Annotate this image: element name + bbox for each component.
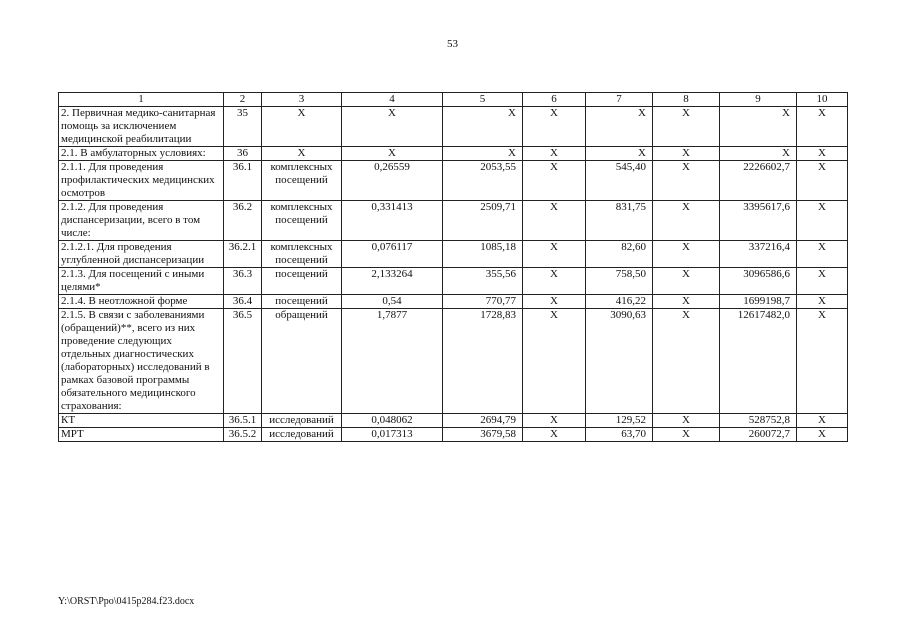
- table-cell: 36.4: [224, 295, 262, 309]
- header-cell: 10: [797, 93, 848, 107]
- header-cell: 7: [586, 93, 653, 107]
- table-cell: X: [523, 201, 586, 241]
- table-cell: X: [797, 241, 848, 268]
- table-cell: X: [653, 268, 720, 295]
- table-cell: X: [653, 295, 720, 309]
- table-cell: X: [342, 107, 443, 147]
- table-cell: X: [797, 107, 848, 147]
- table-row: [59, 241, 848, 268]
- page-number: 53: [447, 38, 458, 50]
- table-cell: посещений: [262, 268, 342, 295]
- table-cell: 0,54: [342, 295, 443, 309]
- table-cell: X: [797, 414, 848, 428]
- table-cell: 63,70: [586, 428, 653, 442]
- table-cell: X: [342, 147, 443, 161]
- data-table: [58, 92, 848, 442]
- table-cell: 337216,4: [720, 241, 797, 268]
- table-cell: 1,7877: [342, 309, 443, 414]
- table-row: [59, 414, 848, 428]
- table-row: [59, 107, 848, 147]
- header-cell: 1: [59, 93, 224, 107]
- footer-file-path: Y:\ORST\Ppo\0415p284.f23.docx: [58, 596, 195, 607]
- table-cell: X: [653, 414, 720, 428]
- table-cell: X: [653, 309, 720, 414]
- table-cell: X: [720, 107, 797, 147]
- table-cell: 1728,83: [443, 309, 523, 414]
- table-cell: X: [797, 201, 848, 241]
- table-cell: X: [653, 147, 720, 161]
- table-cell: X: [523, 107, 586, 147]
- table-cell: 3679,58: [443, 428, 523, 442]
- table-cell: 36.5.1: [224, 414, 262, 428]
- table-cell: X: [443, 107, 523, 147]
- table-cell: X: [523, 428, 586, 442]
- table-cell: 36.5.2: [224, 428, 262, 442]
- table-cell: X: [720, 147, 797, 161]
- table-cell: 3096586,6: [720, 268, 797, 295]
- row-label-cell: 2.1.1. Для проведения профилактических медицинских осмотров: [59, 161, 224, 201]
- table-cell: 355,56: [443, 268, 523, 295]
- table-cell: 0,26559: [342, 161, 443, 201]
- table-cell: X: [523, 147, 586, 161]
- table-cell: X: [586, 107, 653, 147]
- table-cell: X: [797, 161, 848, 201]
- table-cell: X: [653, 241, 720, 268]
- header-cell: 4: [342, 93, 443, 107]
- table-cell: 36.5: [224, 309, 262, 414]
- table-cell: исследований: [262, 428, 342, 442]
- table-cell: X: [443, 147, 523, 161]
- row-label-cell: МРТ: [59, 428, 224, 442]
- row-label-cell: 2.1.4. В неотложной форме: [59, 295, 224, 309]
- table-cell: 2509,71: [443, 201, 523, 241]
- table-cell: X: [653, 201, 720, 241]
- table-cell: X: [586, 147, 653, 161]
- table-cell: 3395617,6: [720, 201, 797, 241]
- table-cell: 528752,8: [720, 414, 797, 428]
- table-row: [59, 201, 848, 241]
- table-cell: 36: [224, 147, 262, 161]
- header-cell: 5: [443, 93, 523, 107]
- table-cell: 0,331413: [342, 201, 443, 241]
- table-row: [59, 268, 848, 295]
- row-label-cell: 2. Первичная медико-санитарная помощь за исключением медицинской реабилитации: [59, 107, 224, 147]
- table-cell: X: [523, 161, 586, 201]
- header-cell: 8: [653, 93, 720, 107]
- table-cell: X: [262, 147, 342, 161]
- table-row: [59, 428, 848, 442]
- table-cell: 0,017313: [342, 428, 443, 442]
- table-cell: 1699198,7: [720, 295, 797, 309]
- table-row: [59, 161, 848, 201]
- table-cell: 416,22: [586, 295, 653, 309]
- table-cell: 35: [224, 107, 262, 147]
- table-cell: 758,50: [586, 268, 653, 295]
- table-cell: X: [797, 309, 848, 414]
- header-cell: 2: [224, 93, 262, 107]
- table-cell: 1085,18: [443, 241, 523, 268]
- table-cell: 0,048062: [342, 414, 443, 428]
- table-cell: X: [523, 414, 586, 428]
- row-label-cell: 2.1.3. Для посещений с иными целями*: [59, 268, 224, 295]
- table-cell: 2226602,7: [720, 161, 797, 201]
- table-cell: X: [523, 295, 586, 309]
- table-cell: 260072,7: [720, 428, 797, 442]
- table-cell: X: [653, 428, 720, 442]
- table-row: [59, 147, 848, 161]
- row-label-cell: 2.1. В амбулаторных условиях:: [59, 147, 224, 161]
- table-cell: 3090,63: [586, 309, 653, 414]
- row-label-cell: 2.1.5. В связи с заболеваниями (обращений)**, всего из них проведение следующих отдельных диагностических (лабораторных) исследований в рамках базовой программы обязательного медицинского страхования:: [59, 309, 224, 414]
- table-cell: 36.2.1: [224, 241, 262, 268]
- table-cell: комплексных посещений: [262, 241, 342, 268]
- row-label-cell: 2.1.2. Для проведения диспансеризации, всего в том числе:: [59, 201, 224, 241]
- table-cell: X: [523, 268, 586, 295]
- table-row: [59, 309, 848, 414]
- table-row: [59, 295, 848, 309]
- table-cell: 0,076117: [342, 241, 443, 268]
- table-cell: 545,40: [586, 161, 653, 201]
- table-cell: 2,133264: [342, 268, 443, 295]
- header-cell: 3: [262, 93, 342, 107]
- table-cell: комплексных посещений: [262, 201, 342, 241]
- table-cell: 36.3: [224, 268, 262, 295]
- table-cell: X: [797, 268, 848, 295]
- table-cell: X: [523, 241, 586, 268]
- table-cell: X: [797, 295, 848, 309]
- header-cell: 6: [523, 93, 586, 107]
- table-cell: 12617482,0: [720, 309, 797, 414]
- table-cell: X: [523, 309, 586, 414]
- table-cell: посещений: [262, 295, 342, 309]
- header-cell: 9: [720, 93, 797, 107]
- row-label-cell: 2.1.2.1. Для проведения углубленной диспансеризации: [59, 241, 224, 268]
- table-cell: X: [797, 428, 848, 442]
- table-cell: обращений: [262, 309, 342, 414]
- table-cell: комплексных посещений: [262, 161, 342, 201]
- table-cell: 36.2: [224, 201, 262, 241]
- table-cell: 129,52: [586, 414, 653, 428]
- table-cell: 36.1: [224, 161, 262, 201]
- table-cell: 2694,79: [443, 414, 523, 428]
- table-header-row: [59, 93, 848, 107]
- table-cell: исследований: [262, 414, 342, 428]
- table-cell: X: [262, 107, 342, 147]
- table-cell: X: [653, 107, 720, 147]
- table-cell: X: [797, 147, 848, 161]
- table-cell: 770,77: [443, 295, 523, 309]
- table-cell: X: [653, 161, 720, 201]
- table-cell: 831,75: [586, 201, 653, 241]
- table-cell: 82,60: [586, 241, 653, 268]
- row-label-cell: КТ: [59, 414, 224, 428]
- table-cell: 2053,55: [443, 161, 523, 201]
